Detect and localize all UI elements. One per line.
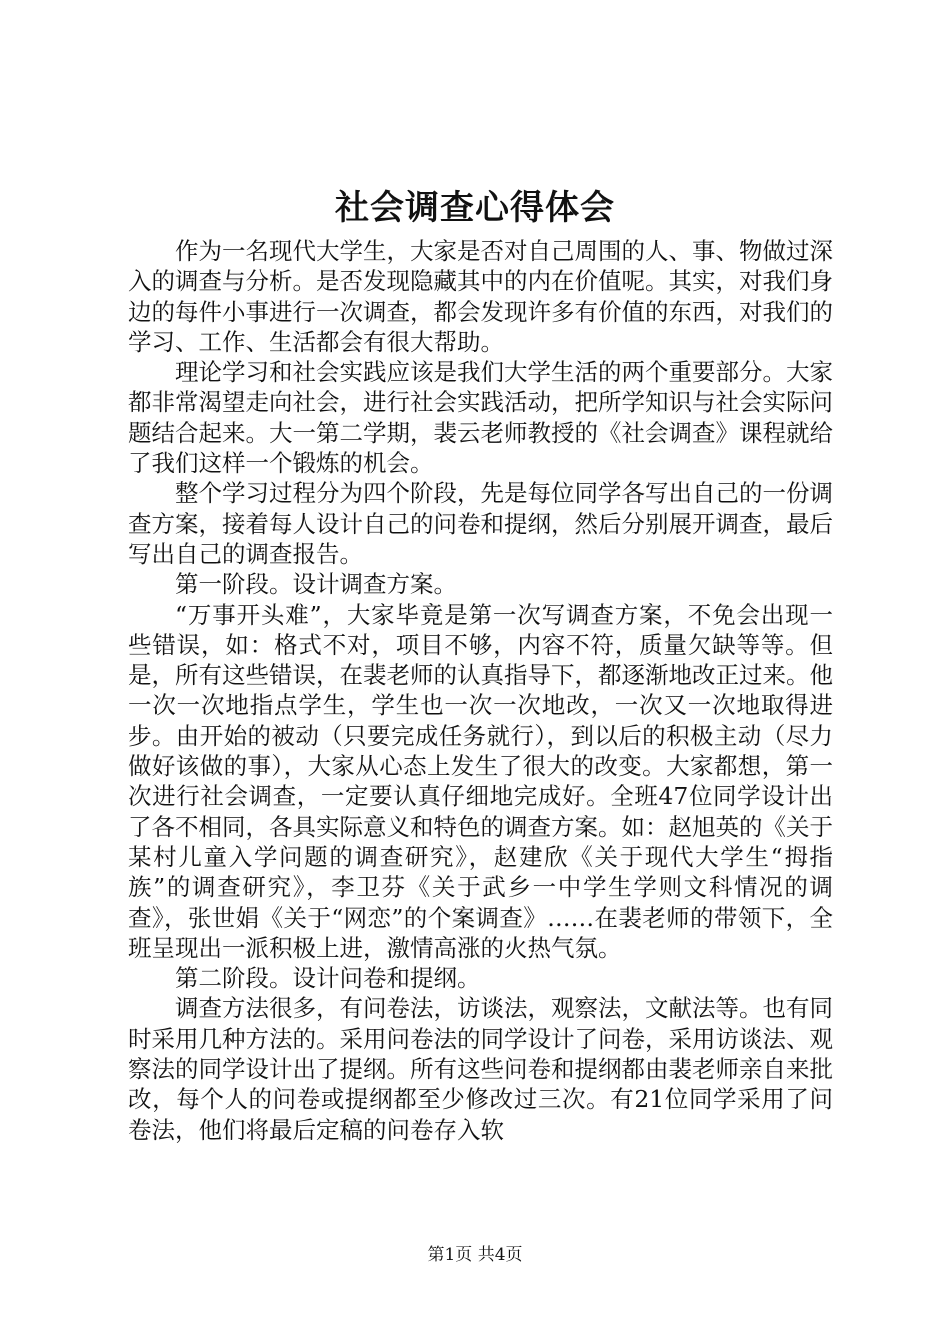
page-footer: 第1页 共4页 (427, 1245, 523, 1265)
document-title: 社会调查心得体会 (335, 188, 615, 228)
paragraph-theory-practice: 理论学习和社会实践应该是我们大学生活的两个重要部分。大家都非常渴望走向社会，进行社会实践活动，把所学知识与社会实际问题结合起来。大一第二学期，裴云老师教授的《社会调查》课程就给了我们这样一个锻炼的机会。 (128, 358, 833, 478)
stage-two-heading: 第二阶段。设计问卷和提纲。 (175, 964, 481, 993)
paragraph-stage-one: “万事开头难”，大家毕竟是第一次写调查方案，不免会出现一些错误，如：格式不对，项目不够，内容不符，质量欠缺等等。但是，所有这些错误，在裴老师的认真指导下，都逐渐地改正过来。他一次一次地指点学生，学生也一次一次地改，一次又一次地取得进步。由开始的被动（只要完成任务就行），到以后的积极主动（尽力做好该做的事），大家从心态上发生了很大的改变。大家都想，第一次进行社会调查，一定要认真仔细地完成好。全班47位同学设计出了各不相同，各具实际意义和特色的调查方案。如：赵旭英的《关于某村儿童入学问题的调查研究》，赵建欣《关于现代大学生“拇指族”的调查研究》，李卫芬《关于武乡一中学生学则文科情况的调查》，张世娟《关于“网恋”的个案调查》……在裴老师的带领下，全班呈现出一派积极上进，激情高涨的火热气氛。 (128, 600, 833, 962)
paragraph-stage-two: 调查方法很多，有问卷法，访谈法，观察法，文献法等。也有同时采用几种方法的。采用问卷法的同学设计了问卷，采用访谈法、观察法的同学设计出了提纲。所有这些问卷和提纲都由裴老师亲自来批改，每个人的问卷或提纲都至少修改过三次。有21位同学采用了问卷法，他们将最后定稿的问卷存入软 (128, 994, 833, 1144)
paragraph-intro: 作为一名现代大学生，大家是否对自己周围的人、事、物做过深入的调查与分析。是否发现隐藏其中的内在价值呢。其实，对我们身边的每件小事进行一次调查，都会发现许多有价值的东西，对我们的学习、工作、生活都会有很大帮助。 (128, 237, 833, 356)
stage-one-heading: 第一阶段。设计调查方案。 (175, 570, 457, 599)
document-body (128, 236, 833, 1145)
paragraph-four-stages: 整个学习过程分为四个阶段，先是每位同学各写出自己的一份调查方案，接着每人设计自己的问卷和提纲，然后分别展开调查，最后写出自己的调查报告。 (128, 479, 833, 568)
